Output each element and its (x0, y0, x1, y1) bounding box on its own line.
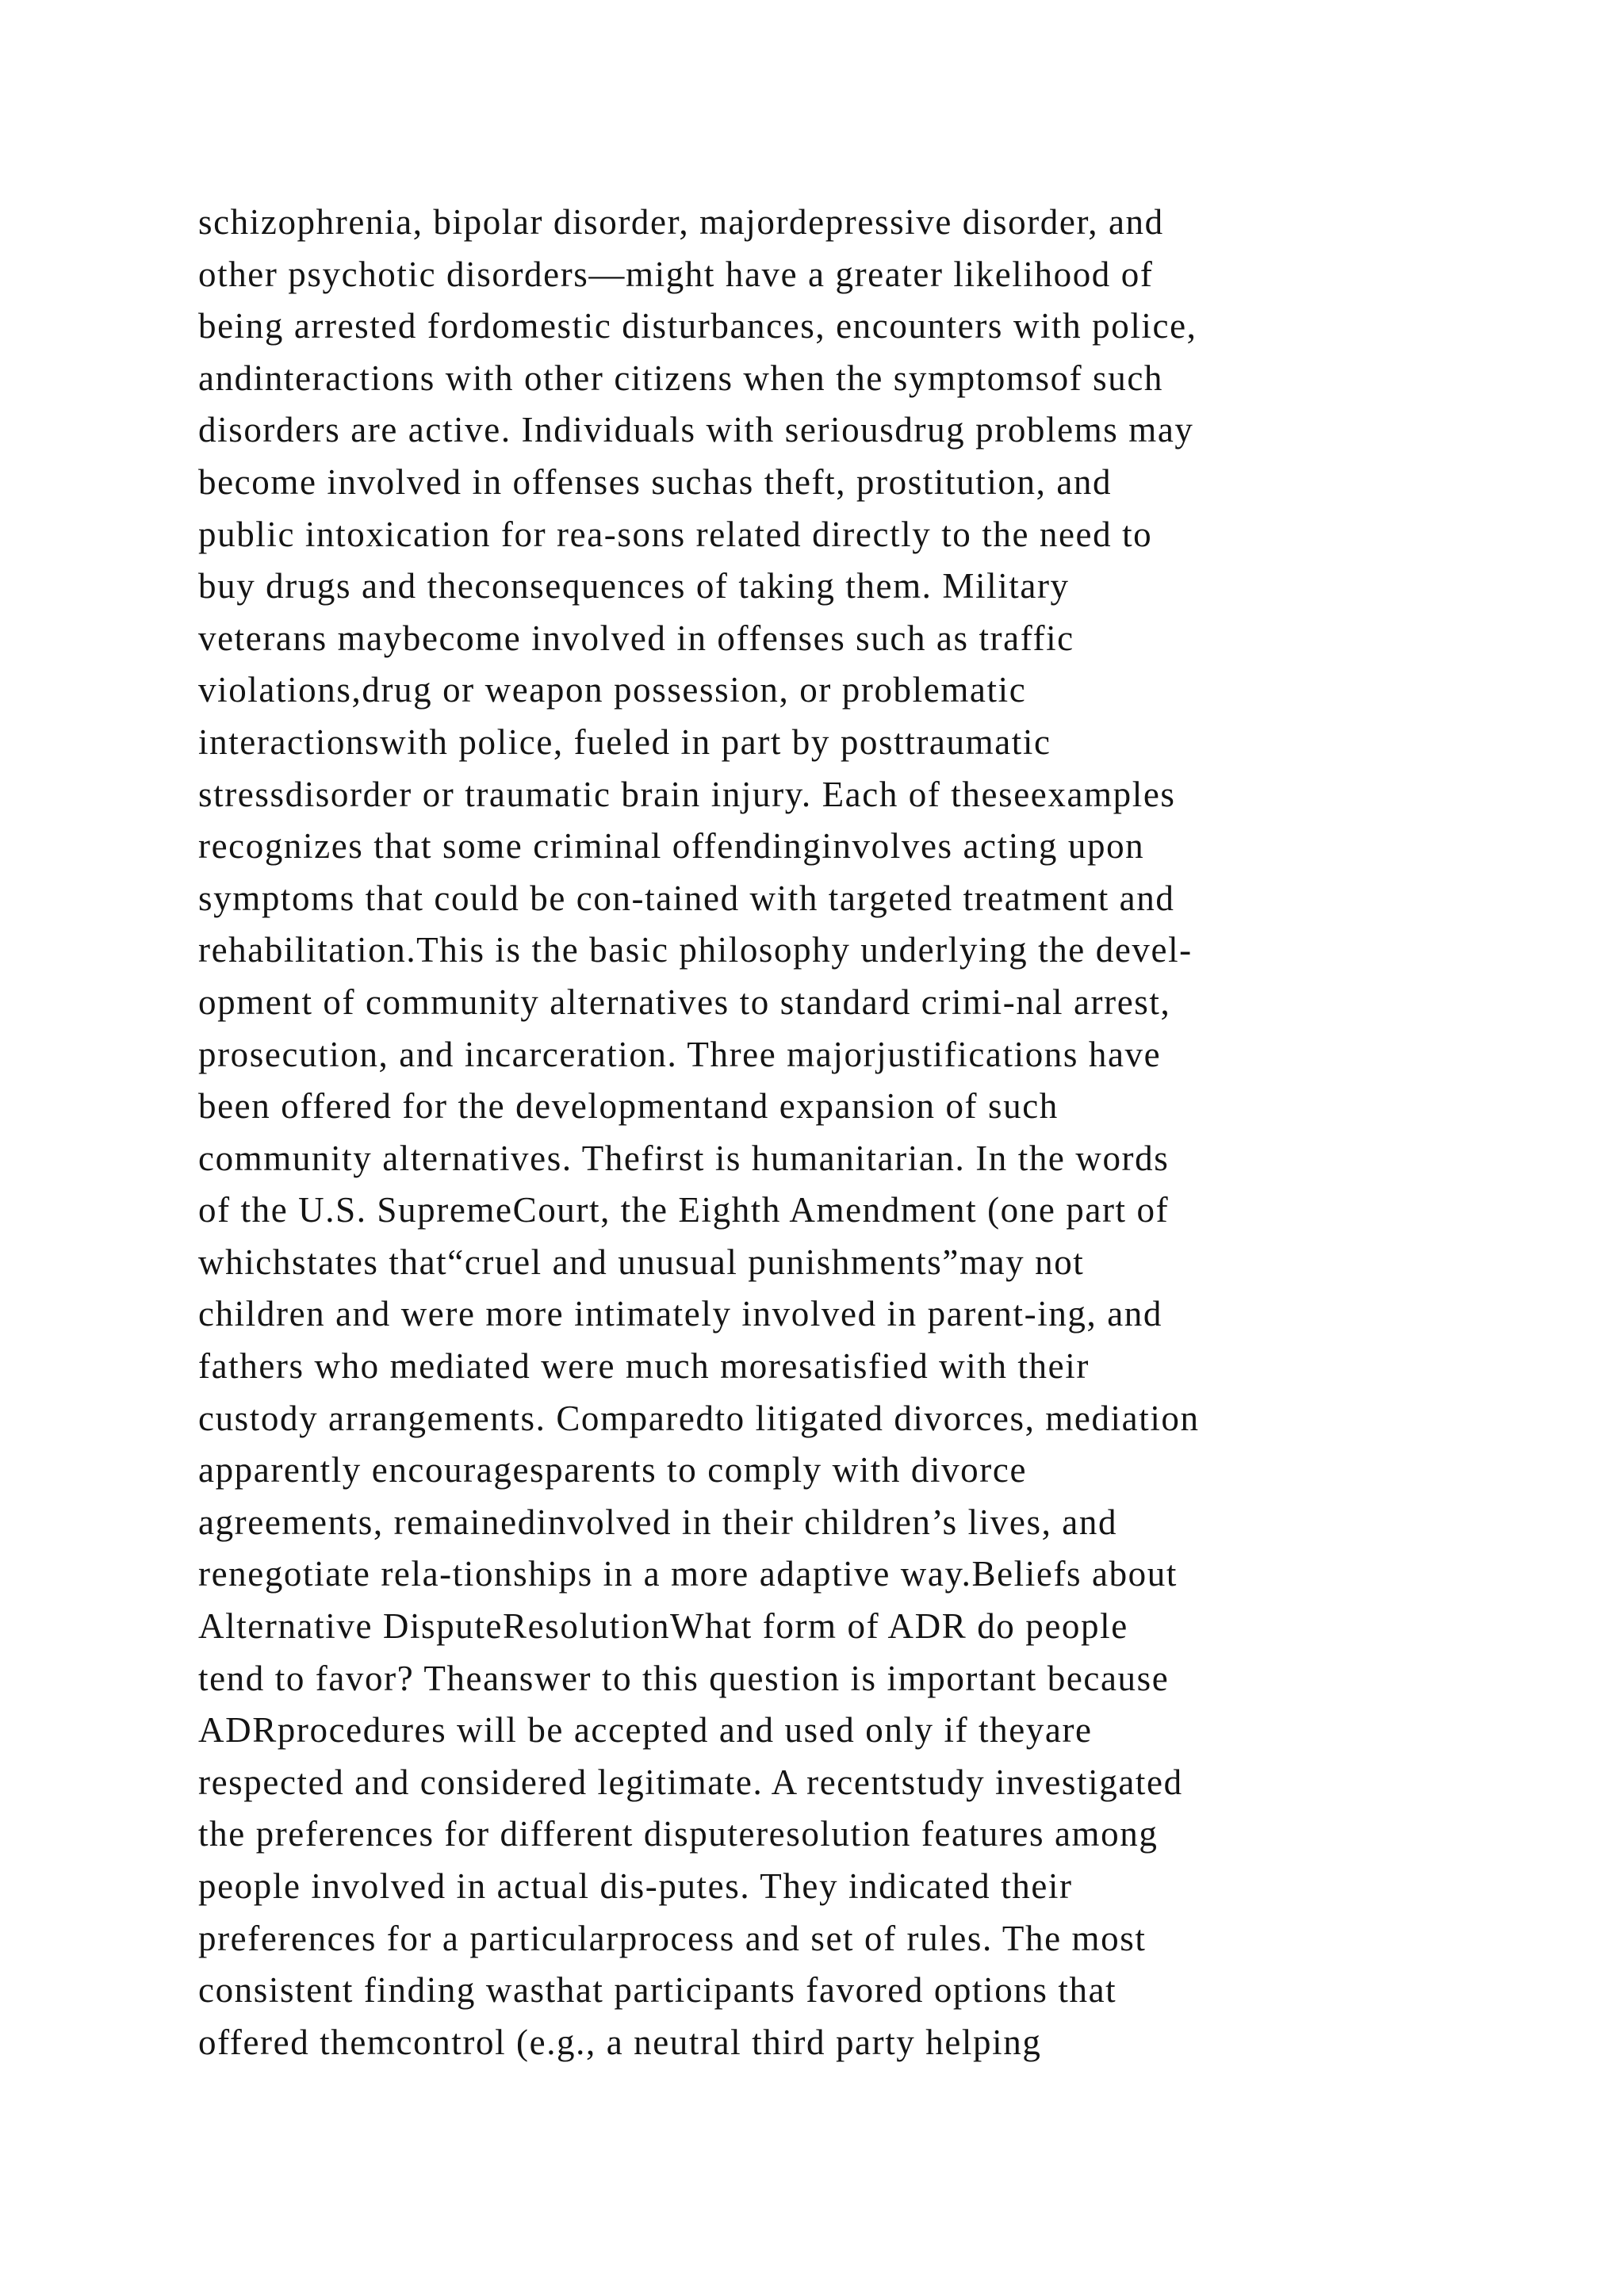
text-line: custody arrangements. Comparedto litigated divorces, mediation (198, 1398, 1200, 1438)
body-text (198, 197, 1467, 2068)
text-line: violations,drug or weapon possession, or problematic (198, 670, 1027, 710)
text-line: disorders are active. Individuals with seriousdrug problems may (198, 410, 1194, 450)
text-line: whichstates that“cruel and unusual punishments”may not (198, 1242, 1085, 1282)
text-line: agreements, remainedinvolved in their children’s lives, and (198, 1502, 1118, 1542)
text-line: apparently encouragesparents to comply with divorce (198, 1450, 1028, 1490)
text-line: people involved in actual dis-putes. They indicated their (198, 1866, 1073, 1906)
text-line: veterans maybecome involved in offenses such as traffic (198, 618, 1074, 658)
text-line: recognizes that some criminal offendinginvolves acting upon (198, 826, 1145, 867)
text-line: andinteractions with other citizens when the symptomsof such (198, 358, 1164, 398)
text-line: been offered for the developmentand expansion of such (198, 1086, 1059, 1127)
text-line: of the U.S. SupremeCourt, the Eighth Amendment (one part of (198, 1190, 1170, 1230)
text-line: tend to favor? Theanswer to this question is important because (198, 1658, 1170, 1698)
text-line: other psychotic disorders—might have a greater likelihood of (198, 254, 1154, 294)
text-line: renegotiate rela-tionships in a more adaptive way.Beliefs about (198, 1554, 1178, 1594)
text-line: being arrested fordomestic disturbances, encounters with police, (198, 306, 1197, 346)
text-line: fathers who mediated were much moresatisfied with their (198, 1346, 1090, 1387)
text-line: stressdisorder or traumatic brain injury. Each of theseexamples (198, 774, 1176, 814)
text-line: prosecution, and incarceration. Three majorjustifications have (198, 1034, 1162, 1074)
text-line: preferences for a particularprocess and set of rules. The most (198, 1918, 1147, 1958)
text-line: children and were more intimately involved in parent-ing, and (198, 1294, 1162, 1334)
text-line: schizophrenia, bipolar disorder, majordepressive disorder, and (198, 202, 1164, 242)
text-line: public intoxication for rea-sons related directly to the need to (198, 514, 1153, 554)
text-line: Alternative DisputeResolutionWhat form of ADR do people (198, 1606, 1128, 1647)
text-line: consistent finding wasthat participants favored options that (198, 1970, 1117, 2011)
text-line: community alternatives. Thefirst is humanitarian. In the words (198, 1138, 1170, 1178)
text-line: respected and considered legitimate. A recentstudy investigated (198, 1762, 1183, 1802)
text-line: the preferences for different disputeresolution features among (198, 1814, 1159, 1854)
text-line: buy drugs and theconsequences of taking them. Military (198, 566, 1070, 607)
text-line: ADRprocedures will be accepted and used only if theyare (198, 1710, 1093, 1751)
text-line: offered themcontrol (e.g., a neutral third party helping (198, 2022, 1042, 2062)
text-line: opment of community alternatives to standard crimi-nal arrest, (198, 982, 1171, 1022)
text-line: become involved in offenses suchas theft, prostitution, and (198, 461, 1113, 502)
text-line: rehabilitation.This is the basic philosophy underlying the devel- (198, 930, 1193, 970)
text-line: interactionswith police, fueled in part by posttraumatic (198, 721, 1051, 762)
text-line: symptoms that could be con-tained with targeted treatment and (198, 878, 1175, 918)
